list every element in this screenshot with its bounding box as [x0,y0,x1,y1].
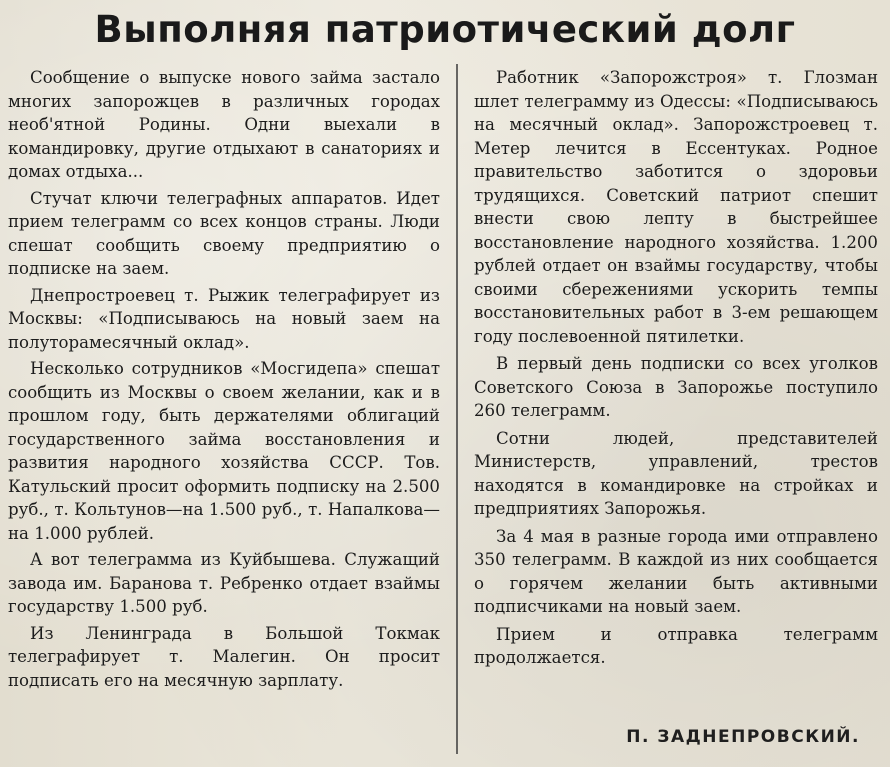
author-signature: П. ЗАДНЕПРОВСКИЙ. [626,727,860,747]
paragraph: Прием и отправка телеграмм продолжается. [474,624,878,667]
paragraph: В первый день подписки со всех уголков Советского Союза в Запорожье поступило 260 телеграмм. [474,354,878,420]
paragraph: А вот телеграмма из Куйбышева. Служащий завода им. Баранова т. Ребренко отдает взаймы государству 1.500 руб. [8,550,440,616]
paragraph: Работник «Запорожстроя» т. Глозман шлет телеграмму из Одессы: «Подписываюсь на месячный оклад». Запорожстроевец т. Метер лечится в Ессентуках. Родное правительство заботится о здоровьи трудящихся. Советский патриот спешит внести свою лепту в быстрейшее восстановление народного хозяйства. 1.200 рублей отдает он взаймы государству, чтобы своими сбережениями ускорить темпы восстановительных работ в 3-ем решающем году послевоенной пятилетки. [474,68,878,346]
paragraph: За 4 мая в разные города ими отправлено 350 телеграмм. В каждой из них сообщается о горячем желании быть активными подписчиками на новый заем. [474,526,878,616]
paragraph: Сотни людей, представителей Министерств, управлений, трестов находятся в командировке на стройках и предприятиях Запорожья. [474,428,878,518]
paragraph: Сообщение о выпуске нового займа застало многих запорожцев в различных городах необ'ятной Родины. Одни выехали в командировку, другие отдыхают в санаториях и домах отдыха... [8,68,440,181]
article-headline: Выполняя патриотический долг [94,8,796,51]
right-column [474,66,878,674]
paragraph: Несколько сотрудников «Мосгидепа» спешат сообщить из Москвы о своем желании, как и в прошлом году, быть держателями облигаций государственного займа восстановления и развития народного хозяйства СССР. Тов. Катульский просит оформить подписку на 2.500 руб., т. Кольтунов—на 1.500 руб., т. Напалкова—на 1.000 рублей. [8,359,440,543]
paragraph: Из Ленинграда в Большой Токмак телеграфирует т. Малегин. Он просит подписать его на месячную зарплату. [8,623,440,690]
paragraph: Днепростроевец т. Рыжик телеграфирует из Москвы: «Подписываюсь на новый заем на полуторамесячный оклад». [8,285,440,352]
column-divider [456,64,458,754]
left-column [8,66,440,695]
paragraph: Стучат ключи телеграфных аппаратов. Идет прием телеграмм со всех концов страны. Люди спешат сообщить своему предприятию о подписке на заем. [8,188,440,278]
